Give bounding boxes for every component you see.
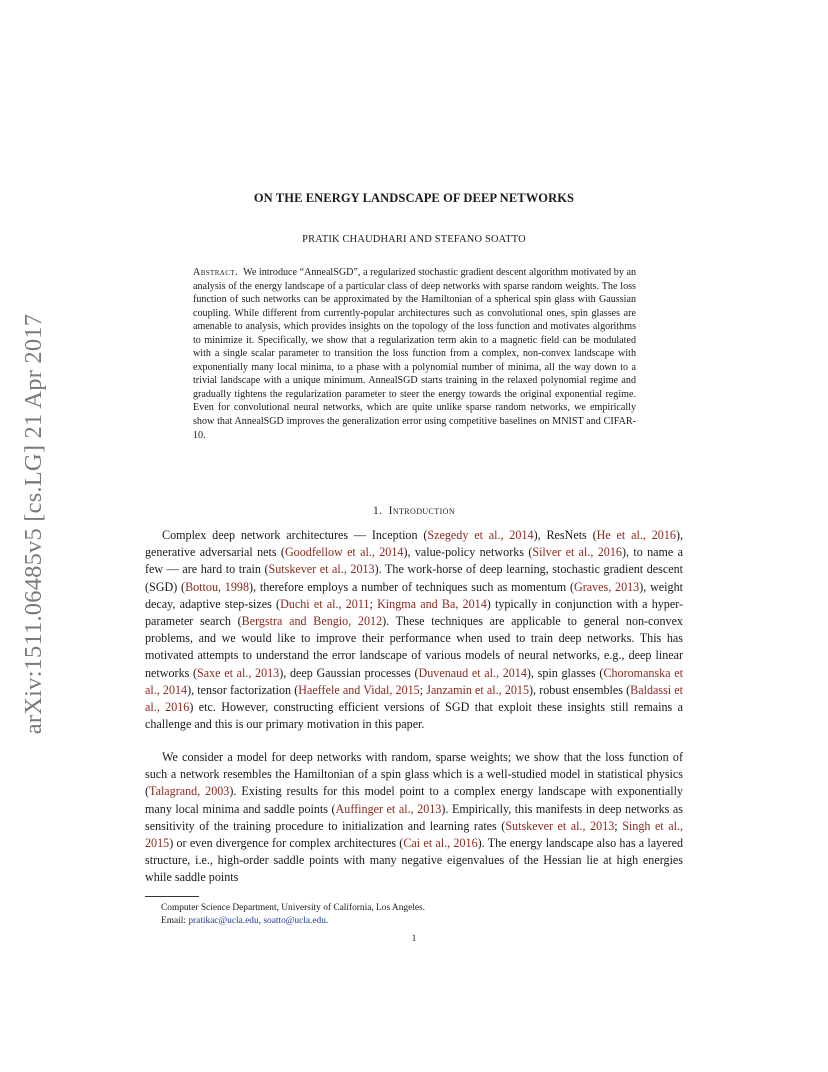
email-end: .	[325, 916, 329, 926]
paragraph-text: ) etc. However, constructing efficient versions of SGD that exploit these insights still remains a challenge and this is our primary motivation in this paper.	[145, 700, 683, 732]
citation-link[interactable]: Graves, 2013	[573, 579, 640, 594]
intro-paragraph-1	[145, 527, 683, 733]
paragraph-text: Complex deep network architectures — Inception (	[162, 528, 428, 542]
citation-link[interactable]: Choromanska et al., 2014	[145, 665, 683, 697]
footnote-email	[161, 915, 681, 928]
paragraph-text: ). These techniques are applicable to general non-convex problems, and we would like to improve their performance when used to train deep networks. This has motivated attempts to understand the error landscape of various models of neural networks, e.g., deep linear networks (	[145, 614, 683, 680]
abstract-text: We introduce “AnnealSGD”, a regularized stochastic gradient descent algorithm motivated by an analysis of the energy landscape of a particular class of deep networks with sparse random weights. The loss function of such networks can be approximated by the Hamiltonian of a spherical spin glass with Gaussian coupling. While different from currently-popular architectures such as convolutional ones, spin glasses are amenable to analysis, which provides insights on the topology of the loss function and motivates algorithms to minimize it. Specifically, we show that a regularization term akin to a magnetic field can be modulated with a single scalar parameter to transition the loss function from a complex, non-convex landscape with exponentially many local minima, to a phase with a polynomial number of minima, all the way down to a trivial landscape with a unique minimum. AnnealSGD starts training in the relaxed polynomial regime and gradually tightens the regularization parameter to steer the energy towards the original exponential regime. Even for convolutional neural networks, which are quite unlike sparse random networks, we empirically show that AnnealSGD improves the generalization error using competitive baselines on MNIST and CIFAR-10.	[193, 267, 636, 441]
abstract-label: Abstract.	[193, 267, 238, 278]
citation-link[interactable]: Goodfellow et al., 2014	[284, 545, 404, 560]
paragraph-text: ;	[419, 682, 427, 697]
citation-link[interactable]: Saxe et al., 2013	[197, 665, 280, 680]
paragraph-text: ;	[369, 596, 378, 611]
email-label: Email:	[161, 916, 186, 926]
section-heading	[145, 505, 683, 517]
citation-link[interactable]: Sutskever et al., 2013	[505, 818, 615, 833]
intro-paragraph-2	[145, 749, 683, 887]
paragraph-text: ), therefore employs a number of techniques such as momentum (	[249, 579, 574, 594]
citation-link[interactable]: Bottou, 1998	[185, 579, 249, 594]
paragraph-text: ), ResNets (	[533, 528, 597, 542]
paragraph-text: ), value-policy networks (	[403, 545, 533, 560]
paragraph-text: We consider a model for deep networks with random, sparse weights; we show that the loss function of such a network resembles the Hamiltonian of a spin glass which is a well-studied model in statistical physics (	[145, 750, 683, 799]
paragraph-text: ), tensor factorization (	[187, 682, 299, 697]
email-link-soatto[interactable]: soatto@ucla.edu	[263, 916, 326, 926]
paragraph-text: ) or even divergence for complex architectures (	[169, 836, 404, 851]
email-separator: ,	[258, 916, 262, 926]
citation-link[interactable]: Bergstra and Bengio, 2012	[241, 614, 383, 629]
citation-link[interactable]: Talagrand, 2003	[149, 784, 230, 799]
paper-title: ON THE ENERGY LANDSCAPE OF DEEP NETWORKS	[253, 191, 575, 205]
paragraph-text: ), deep Gaussian processes (	[279, 665, 419, 680]
citation-link[interactable]: Szegedy et al., 2014	[427, 528, 534, 542]
paragraph-text: ). Existing results for this model point to a complex energy landscape with exponentially many local minima and saddle points (	[145, 784, 683, 816]
section-title-text: Introduction	[388, 505, 455, 517]
paragraph-text: ), spin glasses (	[526, 665, 604, 680]
paragraph-text: ). Empirically, this manifests in deep networks as sensitivity of the training procedure to initialization and learning rates (	[145, 801, 683, 833]
citation-link[interactable]: Janzamin et al., 2015	[426, 682, 530, 697]
paragraph-text: ). The work-horse of deep learning, stochastic gradient descent (SGD) (	[145, 562, 684, 594]
citation-link[interactable]: Auffinger et al., 2013	[335, 801, 442, 816]
email-link-pratikac[interactable]: pratikac@ucla.edu	[188, 916, 259, 926]
citation-link[interactable]: He et al., 2016	[596, 528, 676, 542]
paragraph-text: ), to name a few — are hard to train (	[145, 545, 683, 577]
citation-link[interactable]: Baldassi et al., 2016	[145, 682, 684, 715]
paragraph-text: ), weight decay, adaptive step-sizes (	[145, 579, 683, 611]
paragraph-text: ), generative adversarial nets (	[145, 528, 683, 560]
page-number: 1	[411, 934, 417, 944]
paragraph-text: ) typically in conjunction with a hyper-parameter search (	[145, 596, 684, 629]
paragraph-text: ;	[614, 818, 623, 833]
citation-link[interactable]: Duvenaud et al., 2014	[418, 665, 527, 680]
citation-link[interactable]: Cai et al., 2016	[403, 836, 478, 851]
section-number: 1.	[373, 505, 383, 517]
arxiv-identifier-stamp	[14, 286, 54, 762]
citation-link[interactable]: Singh et al., 2015	[145, 818, 683, 851]
footnote-affiliation: Computer Science Department, University of California, Los Angeles.	[161, 903, 425, 913]
abstract	[193, 266, 636, 442]
citation-link[interactable]: Sutskever et al., 2013	[268, 562, 375, 577]
citation-link[interactable]: Duchi et al., 2011	[280, 596, 370, 611]
paragraph-text: ), robust ensembles (	[529, 682, 631, 697]
paragraph-text: ). The energy landscape also has a layered structure, i.e., high-order saddle points with many negative eigenvalues of the Hessian lie at high energies while saddle points	[145, 836, 684, 885]
citation-link[interactable]: Silver et al., 2016	[532, 545, 622, 560]
paper-authors: PRATIK CHAUDHARI AND STEFANO SOATTO	[302, 234, 526, 245]
arxiv-identifier-text: arXiv:1511.06485v5 [cs.LG] 21 Apr 2017	[20, 313, 47, 735]
citation-link[interactable]: Kingma and Ba, 2014	[377, 596, 487, 611]
footnote-rule	[145, 896, 199, 897]
citation-link[interactable]: Haeffele and Vidal, 2015	[298, 682, 420, 697]
